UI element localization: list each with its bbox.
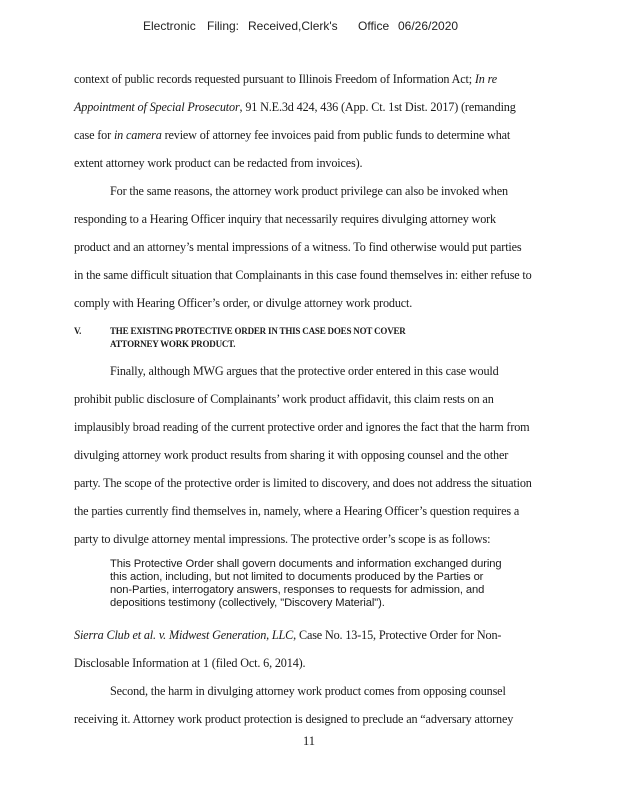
header-date: 06/26/2020	[398, 19, 459, 33]
body-line: Second, the harm in divulging attorney work product comes from opposing counsel	[110, 684, 506, 698]
body-line: case for in camera review of attorney fee invoices paid from public funds to determine what	[74, 128, 511, 142]
quote-line: This Protective Order shall govern documents and information exchanged during	[110, 558, 502, 570]
body-line: party. The scope of the protective order is limited to discovery, and does not address the situation	[74, 476, 532, 490]
section-number: V.	[74, 326, 82, 336]
body-line: product and an attorney’s mental impressions of a witness. To find otherwise would put parties	[74, 240, 522, 254]
header-filing: Filing:	[207, 19, 240, 33]
quote-line: non-Parties, interrogatory answers, responses to requests for admission, and	[110, 584, 485, 596]
body-line: party to divulge attorney mental impressions. The protective order’s scope is as follows:	[74, 532, 491, 546]
body-line: context of public records requested pursuant to Illinois Freedom of Information Act; In re	[74, 72, 498, 86]
body-line: responding to a Hearing Officer inquiry that necessarily requires divulging attorney work	[74, 212, 497, 226]
header-office: Office	[358, 19, 390, 33]
body-line: comply with Hearing Officer’s order, or divulge attorney work product.	[74, 296, 413, 310]
citation-line: Disclosable Information at 1 (filed Oct. 6, 2014).	[74, 656, 306, 670]
body-line: in the same difficult situation that Complainants in this case found themselves in: either refuse to	[74, 268, 532, 282]
header-received-clerks: Received,Clerk's	[248, 19, 338, 33]
citation-line: Sierra Club et al. v. Midwest Generation, LLC, Case No. 13-15, Protective Order for Non-	[74, 628, 502, 642]
section-title: THE EXISTING PROTECTIVE ORDER IN THIS CASE DOES NOT COVER	[110, 326, 406, 336]
page-number: 11	[302, 734, 316, 748]
quote-line: this action, including, but not limited to documents produced by the Parties or	[110, 571, 484, 583]
body-line: For the same reasons, the attorney work product privilege can also be invoked when	[110, 184, 508, 198]
body-line: prohibit public disclosure of Complainants’ work product affidavit, this claim rests on an	[74, 392, 494, 406]
body-line: implausibly broad reading of the current protective order and ignores the fact that the harm from	[74, 420, 530, 434]
body-line: the parties currently find themselves in, namely, where a Hearing Officer’s question requires a	[74, 504, 520, 518]
body-line: receiving it. Attorney work product protection is designed to preclude an “adversary attorney	[74, 712, 514, 726]
body-line: divulging attorney work product results from sharing it with opposing counsel and the other	[74, 448, 509, 462]
quote-line: depositions testimony (collectively, "Discovery Material").	[110, 597, 385, 609]
header-electronic: Electronic	[143, 19, 196, 33]
body-line: extent attorney work product can be redacted from invoices).	[74, 156, 363, 170]
section-title: ATTORNEY WORK PRODUCT.	[110, 339, 236, 349]
body-line: Finally, although MWG argues that the protective order entered in this case would	[110, 364, 499, 378]
body-line: Appointment of Special Prosecutor, 91 N.E.3d 424, 436 (App. Ct. 1st Dist. 2017) (remanding	[74, 100, 516, 114]
